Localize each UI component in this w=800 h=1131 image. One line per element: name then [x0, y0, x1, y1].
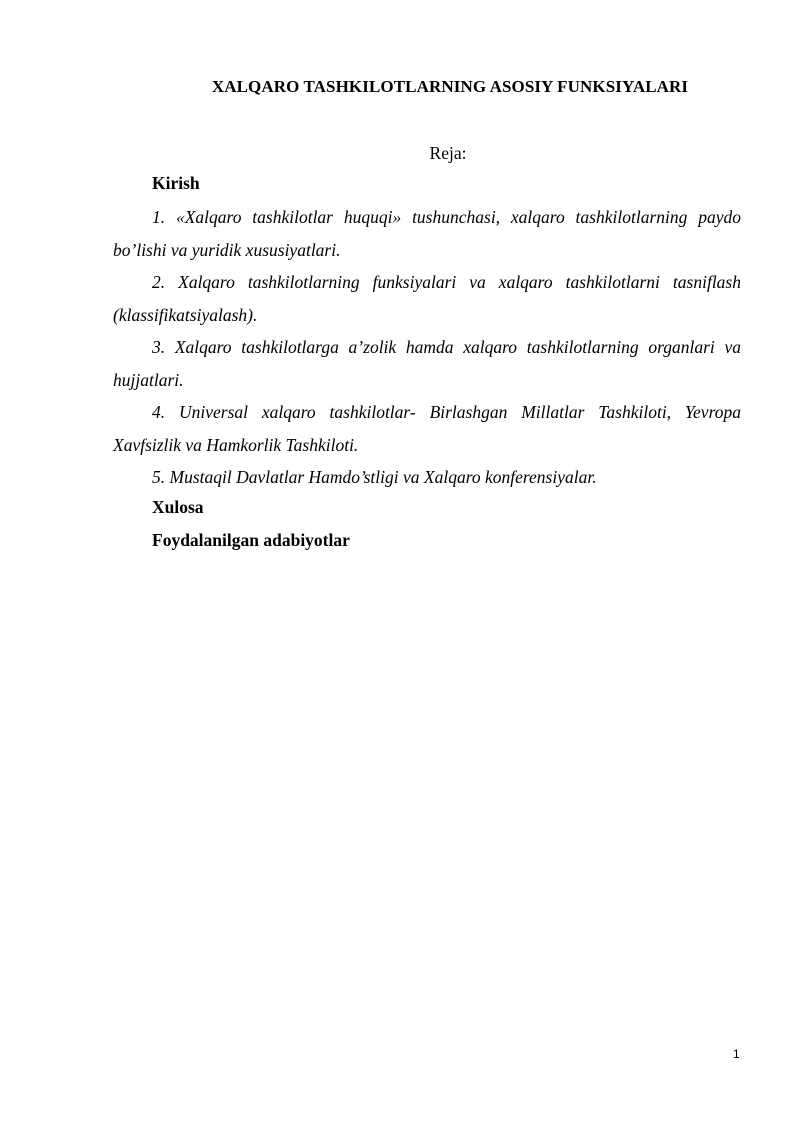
toc-item-2: 2. Xalqaro tashkilotlarning funksiyalari va xalqaro tashkilotlarni tasniflash (klassifikatsiyalash).: [113, 272, 741, 325]
toc-item-1: 1. «Xalqaro tashkilotlar huquqi» tushunchasi, xalqaro tashkilotlarning paydo bo’lishi va yuridik xususiyatlari.: [113, 207, 741, 260]
page-number: 1: [733, 1047, 740, 1061]
intro-label: Kirish: [152, 173, 200, 193]
page-title: XALQARO TASHKILOTLARNING ASOSIY FUNKSIYALARI: [211, 77, 689, 96]
toc-item-3: 3. Xalqaro tashkilotlarga a’zolik hamda xalqaro tashkilotlarning organlari va hujjatlari.: [113, 337, 741, 390]
references-label: Foydalanilgan adabiyotlar: [152, 530, 350, 550]
toc-item-5: 5. Mustaqil Davlatlar Hamdo’stligi va Xalqaro konferensiyalar.: [152, 467, 597, 487]
toc-item-4: 4. Universal xalqaro tashkilotlar- Birlashgan Millatlar Tashkiloti, Yevropa Xavfsizlik va Hamkorlik Tashkiloti.: [113, 402, 741, 455]
plan-heading: Reja:: [429, 143, 467, 163]
conclusion-label: Xulosa: [152, 497, 204, 517]
